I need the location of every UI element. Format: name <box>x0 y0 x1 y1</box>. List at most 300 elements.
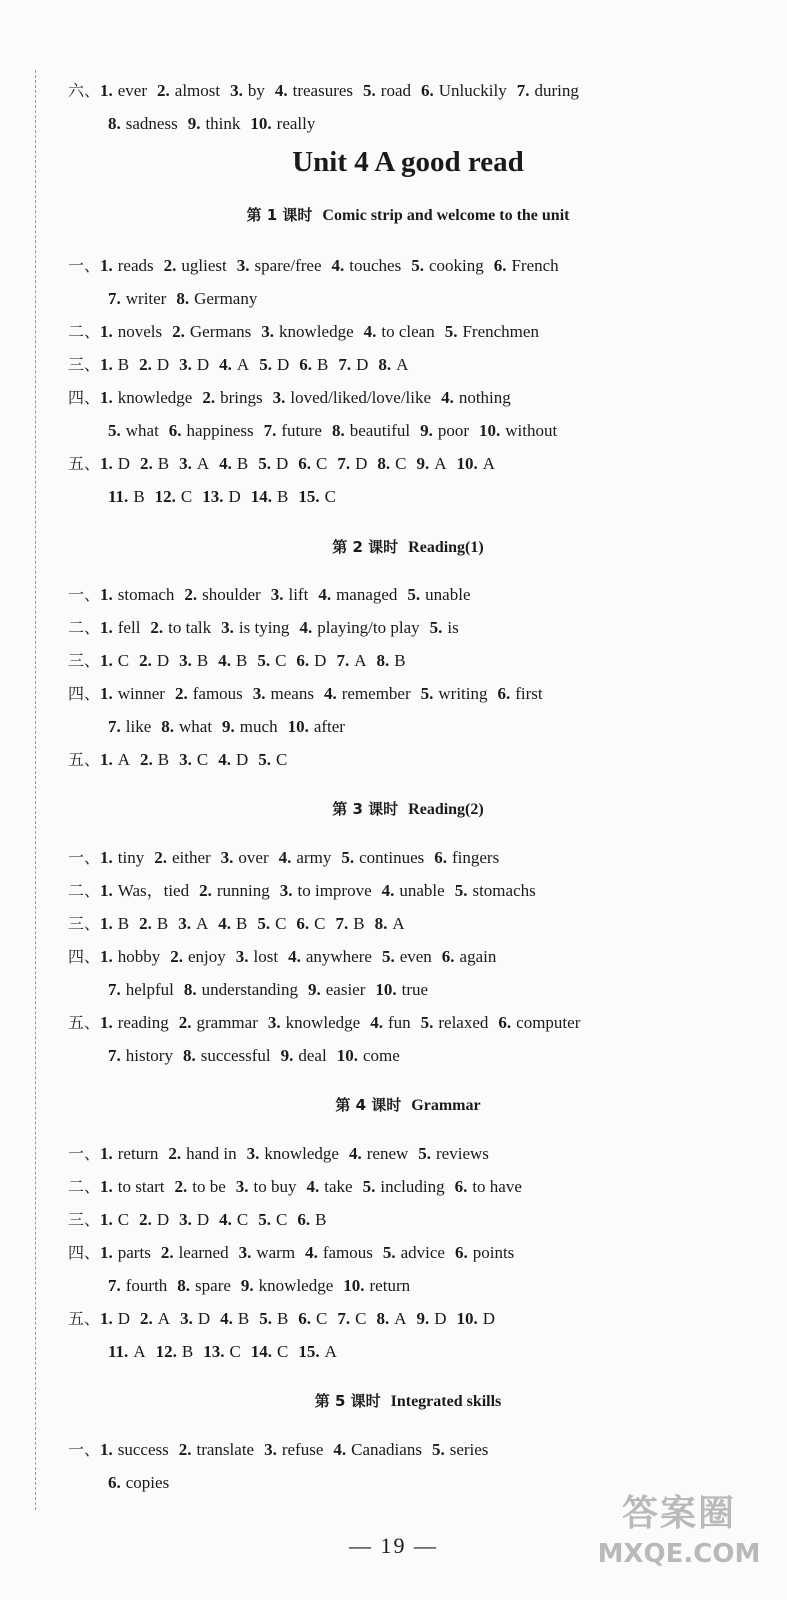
answer-text: remember <box>341 684 411 703</box>
lesson-heading <box>68 536 748 557</box>
answer-item <box>100 947 160 966</box>
answer-text: C <box>180 487 193 506</box>
answer-item <box>221 848 269 867</box>
answer-item <box>202 487 241 506</box>
answer-text: winner <box>117 684 165 703</box>
answer-item <box>161 717 212 736</box>
question-number: 6. <box>421 81 434 100</box>
answer-line <box>68 880 546 902</box>
answer-item <box>179 454 209 473</box>
question-number: 5. <box>363 81 376 100</box>
question-number: 5. <box>444 322 458 341</box>
lesson-heading <box>68 1390 748 1411</box>
answer-line <box>68 387 521 409</box>
answer-text: what <box>179 717 213 736</box>
question-number: 5. <box>381 947 395 966</box>
answer-text: happiness <box>186 421 254 440</box>
answer-item <box>180 1309 210 1328</box>
answer-line <box>68 946 506 968</box>
answer-text: to improve <box>297 881 372 900</box>
answer-item <box>370 1013 410 1032</box>
answer-item <box>336 914 365 933</box>
question-number: 3. <box>272 388 286 407</box>
answer-item <box>383 1243 445 1262</box>
answer-text: A <box>354 651 367 670</box>
answer-item <box>218 651 247 670</box>
answer-item <box>264 1440 323 1459</box>
answer-item <box>179 651 208 670</box>
answer-text: learned <box>178 1243 229 1262</box>
answer-text: treasures <box>292 81 354 100</box>
answer-text: to have <box>472 1177 522 1196</box>
answer-text: A <box>396 355 409 374</box>
answer-text: C <box>395 454 407 473</box>
answer-text: really <box>276 114 316 133</box>
answer-item <box>161 1243 229 1262</box>
answer-text: Germans <box>189 322 252 341</box>
answer-item <box>237 256 322 275</box>
lesson-number: 第 5 课时 <box>314 1392 381 1410</box>
question-number: 9. <box>240 1276 254 1295</box>
answer-text: fun <box>387 1013 411 1032</box>
answer-line <box>108 1341 347 1363</box>
answer-item <box>179 355 209 374</box>
question-number: 3. <box>238 1243 252 1262</box>
question-number: 2. <box>174 1177 188 1196</box>
question-number: 1. <box>100 1440 113 1459</box>
answer-item <box>288 717 345 736</box>
answer-text: over <box>238 848 269 867</box>
answer-item <box>177 1276 231 1295</box>
answer-item <box>250 114 315 133</box>
lesson-title: Grammar <box>411 1097 481 1114</box>
answer-text: stomach <box>117 585 175 604</box>
answer-text: B <box>117 914 130 933</box>
answer-item <box>219 454 248 473</box>
answer-text: first <box>515 684 543 703</box>
answer-text: is <box>447 618 459 637</box>
answer-line <box>68 913 415 935</box>
section-marker: 三、 <box>68 1210 101 1229</box>
answer-text: including <box>380 1177 445 1196</box>
question-number: 15. <box>298 1342 320 1361</box>
answer-item <box>418 1144 489 1163</box>
answer-item <box>100 848 144 867</box>
question-number: 7. <box>108 1276 121 1295</box>
answer-text: B <box>316 355 329 374</box>
question-number: 4. <box>218 914 231 933</box>
answer-text: C <box>355 1309 367 1328</box>
answer-item <box>441 388 511 407</box>
lesson-heading <box>68 798 748 819</box>
answer-item <box>100 1440 169 1459</box>
answer-item <box>376 651 405 670</box>
answer-item <box>188 114 241 133</box>
answer-text: stomachs <box>472 881 536 900</box>
question-number: 8. <box>377 454 391 473</box>
question-number: 1. <box>100 947 113 966</box>
question-number: 2. <box>202 388 216 407</box>
binding-margin-line <box>35 70 36 1510</box>
answer-text: A <box>324 1342 337 1361</box>
answer-text: cooking <box>428 256 484 275</box>
answer-text: to buy <box>253 1177 297 1196</box>
question-number: 1. <box>100 388 113 407</box>
answer-text: return <box>117 1144 159 1163</box>
section-marker: 三、 <box>68 355 101 374</box>
question-number: 10. <box>479 421 501 440</box>
question-number: 1. <box>100 1309 113 1328</box>
answer-text: C <box>277 1342 289 1361</box>
question-number: 8. <box>183 980 197 999</box>
answer-text: what <box>125 421 159 440</box>
question-number: 8. <box>182 1046 196 1065</box>
question-number: 10. <box>336 1046 358 1065</box>
answer-text: again <box>459 947 497 966</box>
answer-item <box>343 1276 410 1295</box>
answer-text: to start <box>117 1177 165 1196</box>
answer-text: D <box>156 1210 170 1229</box>
answer-text: managed <box>336 585 398 604</box>
question-number: 6. <box>298 1309 312 1328</box>
answer-item <box>219 355 249 374</box>
question-number: 2. <box>178 1440 192 1459</box>
question-number: 2. <box>140 454 153 473</box>
answer-line <box>68 1242 524 1264</box>
answer-item <box>268 1013 360 1032</box>
answer-text: A <box>482 454 496 473</box>
answer-item <box>172 322 251 341</box>
lesson-number: 第 4 课时 <box>335 1096 402 1114</box>
answer-item <box>298 1342 337 1361</box>
answer-item <box>332 421 410 440</box>
lesson-title: Reading(2) <box>408 801 484 818</box>
answer-text: almost <box>174 81 221 100</box>
answer-item <box>298 487 336 506</box>
question-number: 2. <box>168 1144 182 1163</box>
answer-text: spare/free <box>254 256 322 275</box>
question-number: 10. <box>456 1309 478 1328</box>
answer-text: unable <box>399 881 445 900</box>
question-number: 1. <box>100 651 113 670</box>
question-number: 1. <box>100 914 113 933</box>
question-number: 3. <box>230 81 243 100</box>
question-number: 3. <box>180 1309 193 1328</box>
answer-text: beautiful <box>349 421 411 440</box>
section-marker: 一、 <box>68 848 101 867</box>
question-number: 1. <box>100 684 113 703</box>
question-number: 3. <box>252 684 266 703</box>
answer-text: D <box>434 1309 447 1328</box>
answer-item <box>299 355 328 374</box>
answer-item <box>184 585 260 604</box>
answer-text: B <box>277 487 289 506</box>
question-number: 1. <box>100 1210 113 1229</box>
answer-item <box>203 1342 241 1361</box>
question-number: 4. <box>333 1440 347 1459</box>
answer-item <box>100 355 129 374</box>
lesson-title: Integrated skills <box>390 1393 502 1410</box>
question-number: 8. <box>331 421 345 440</box>
answer-line <box>108 1275 420 1297</box>
answer-item <box>364 322 435 341</box>
answer-item <box>281 1046 327 1065</box>
answer-item <box>411 256 484 275</box>
answer-text: hobby <box>117 947 161 966</box>
question-number: 1. <box>100 618 113 637</box>
answer-text: computer <box>516 1013 581 1032</box>
answer-text: success <box>117 1440 169 1459</box>
answer-item <box>100 651 129 670</box>
question-number: 4. <box>370 1013 383 1032</box>
answer-text: C <box>275 914 287 933</box>
question-number: 4. <box>219 454 232 473</box>
section-marker: 五、 <box>68 1309 101 1328</box>
answer-item <box>251 487 289 506</box>
question-number: 7. <box>516 81 530 100</box>
answer-text: fell <box>117 618 141 637</box>
answer-text: relaxed <box>438 1013 489 1032</box>
answer-text: fingers <box>451 848 500 867</box>
answer-item <box>297 1210 326 1229</box>
question-number: 5. <box>258 1210 272 1229</box>
answer-item <box>377 454 406 473</box>
section-marker: 一、 <box>68 256 101 275</box>
question-number: 1. <box>100 750 113 769</box>
answer-item <box>140 454 169 473</box>
answer-text: by <box>247 81 265 100</box>
answer-item <box>179 1013 258 1032</box>
question-number: 2. <box>178 1013 192 1032</box>
question-number: 2. <box>140 750 153 769</box>
question-number: 4. <box>219 355 232 374</box>
answer-line <box>108 1472 179 1494</box>
question-number: 1. <box>100 1243 113 1262</box>
answer-text: B <box>235 651 248 670</box>
answer-text: Canadians <box>351 1440 422 1459</box>
answer-item <box>417 1309 447 1328</box>
answer-item <box>170 947 226 966</box>
section-marker: 一、 <box>68 1440 101 1459</box>
answer-text: knowledge <box>279 322 354 341</box>
section-marker: 二、 <box>68 1177 101 1196</box>
question-number: 7. <box>108 289 121 308</box>
question-number: 4. <box>331 256 345 275</box>
question-number: 7. <box>337 1309 351 1328</box>
answer-item <box>168 1144 236 1163</box>
question-number: 8. <box>177 1276 191 1295</box>
answer-text: reads <box>117 256 154 275</box>
answer-line <box>68 650 416 672</box>
answer-text: famous <box>192 684 243 703</box>
answer-text: ever <box>117 81 148 100</box>
answer-text: B <box>157 750 170 769</box>
answer-text: after <box>313 717 345 736</box>
question-number: 3. <box>178 914 191 933</box>
answer-item <box>218 914 247 933</box>
answer-item <box>336 651 366 670</box>
answer-text: B <box>276 1309 289 1328</box>
answer-item <box>363 81 411 100</box>
question-number: 1. <box>100 454 113 473</box>
answer-text: B <box>235 914 248 933</box>
answer-text: A <box>195 914 209 933</box>
answer-text: B <box>117 355 130 374</box>
question-number: 10. <box>375 980 397 999</box>
question-number: 3. <box>179 355 192 374</box>
answer-item <box>176 289 257 308</box>
question-number: 1. <box>100 256 113 275</box>
question-number: 10. <box>343 1276 365 1295</box>
question-number: 3. <box>261 322 275 341</box>
section-marker: 四、 <box>68 1243 101 1262</box>
answer-item <box>150 618 211 637</box>
question-number: 2. <box>160 1243 174 1262</box>
question-number: 4. <box>306 1177 320 1196</box>
question-number: 9. <box>222 717 235 736</box>
answer-text: B <box>353 914 365 933</box>
answer-item <box>202 388 262 407</box>
answer-text: B <box>133 487 145 506</box>
answer-item <box>100 1210 129 1229</box>
answer-text: means <box>270 684 314 703</box>
question-number: 4. <box>441 388 454 407</box>
question-number: 5. <box>257 914 271 933</box>
answer-text: D <box>117 454 131 473</box>
answer-item <box>421 1013 489 1032</box>
answer-item <box>479 421 557 440</box>
watermark-logo <box>584 1492 774 1592</box>
question-number: 5. <box>257 651 271 670</box>
answer-text: even <box>399 947 432 966</box>
answer-text: deal <box>298 1046 327 1065</box>
answer-text: D <box>197 1309 211 1328</box>
answer-line <box>68 1209 336 1231</box>
answer-item <box>457 454 496 473</box>
answer-item <box>140 750 169 769</box>
question-number: 2. <box>157 81 170 100</box>
answer-text: D <box>356 355 369 374</box>
question-number: 7. <box>337 454 351 473</box>
answer-item <box>179 1440 254 1459</box>
answer-text: reading <box>117 1013 169 1032</box>
question-number: 5. <box>418 1144 432 1163</box>
answer-text: C <box>236 1210 249 1229</box>
question-number: 6. <box>108 1473 121 1492</box>
question-number: 2. <box>154 848 167 867</box>
answer-line <box>68 1176 532 1198</box>
question-number: 6. <box>297 1210 311 1229</box>
question-number: 2. <box>184 585 198 604</box>
answer-text: B <box>237 1309 250 1328</box>
question-number: 5. <box>258 454 272 473</box>
answer-item <box>298 1309 327 1328</box>
answer-item <box>305 1243 373 1262</box>
answer-item <box>100 256 154 275</box>
answer-text: B <box>196 651 209 670</box>
question-number: 6. <box>454 1243 468 1262</box>
question-number: 4. <box>305 1243 318 1262</box>
answer-line <box>68 1012 590 1034</box>
question-number: 1. <box>100 1177 113 1196</box>
watermark-text: 答案圈 <box>621 1493 736 1534</box>
answer-item <box>100 585 174 604</box>
answer-item <box>221 618 289 637</box>
answer-item <box>157 81 220 100</box>
watermark-url: MXQE.COM <box>597 1539 761 1569</box>
answer-text: C <box>316 1309 328 1328</box>
question-number: 1. <box>100 81 113 100</box>
answer-item <box>259 355 289 374</box>
answer-text: D <box>156 355 170 374</box>
answer-item <box>108 114 178 133</box>
answer-text: nothing <box>458 388 511 407</box>
answer-text: D <box>355 454 368 473</box>
question-number: 3. <box>179 651 192 670</box>
answer-line <box>68 617 469 639</box>
answer-item <box>332 256 402 275</box>
answer-text: helpful <box>125 980 174 999</box>
answer-line <box>68 321 549 343</box>
answer-text: anywhere <box>305 947 372 966</box>
answer-item <box>430 618 459 637</box>
question-number: 4. <box>381 881 395 900</box>
question-number: 3. <box>279 881 293 900</box>
answer-text: advice <box>400 1243 445 1262</box>
answer-item <box>421 684 488 703</box>
answer-line <box>68 1308 505 1330</box>
answer-line <box>68 354 418 376</box>
answer-text: road <box>380 81 412 100</box>
question-number: 8. <box>161 717 174 736</box>
answer-item <box>363 1177 445 1196</box>
answer-line <box>108 716 355 738</box>
answer-text: sadness <box>125 114 178 133</box>
question-number: 10. <box>250 114 272 133</box>
question-number: 12. <box>155 1342 177 1361</box>
answer-text: to be <box>192 1177 226 1196</box>
answer-item <box>382 881 445 900</box>
question-number: 5. <box>259 1309 272 1328</box>
answer-item <box>455 1243 514 1262</box>
question-number: 1. <box>100 1144 113 1163</box>
answer-line <box>68 80 589 102</box>
answer-text: A <box>117 750 131 769</box>
question-number: 8. <box>176 289 190 308</box>
section-marker: 四、 <box>68 684 101 703</box>
answer-text: Unluckily <box>438 81 507 100</box>
answer-text: return <box>369 1276 411 1295</box>
answer-text: army <box>296 848 332 867</box>
answer-text: translate <box>196 1440 255 1459</box>
answer-item <box>219 1210 248 1229</box>
answer-text: to talk <box>168 618 212 637</box>
answer-item <box>280 881 372 900</box>
answer-item <box>296 651 326 670</box>
question-number: 3. <box>264 1440 277 1459</box>
answer-item <box>445 322 539 341</box>
section-marker: 二、 <box>68 881 101 900</box>
question-number: 9. <box>187 114 201 133</box>
question-number: 6. <box>298 454 312 473</box>
question-number: 2. <box>139 651 152 670</box>
answer-item <box>179 750 208 769</box>
answer-item <box>308 980 365 999</box>
answer-item <box>100 81 147 100</box>
answer-item <box>378 355 408 374</box>
answer-text: ugliest <box>181 256 227 275</box>
answer-text: reviews <box>436 1144 489 1163</box>
